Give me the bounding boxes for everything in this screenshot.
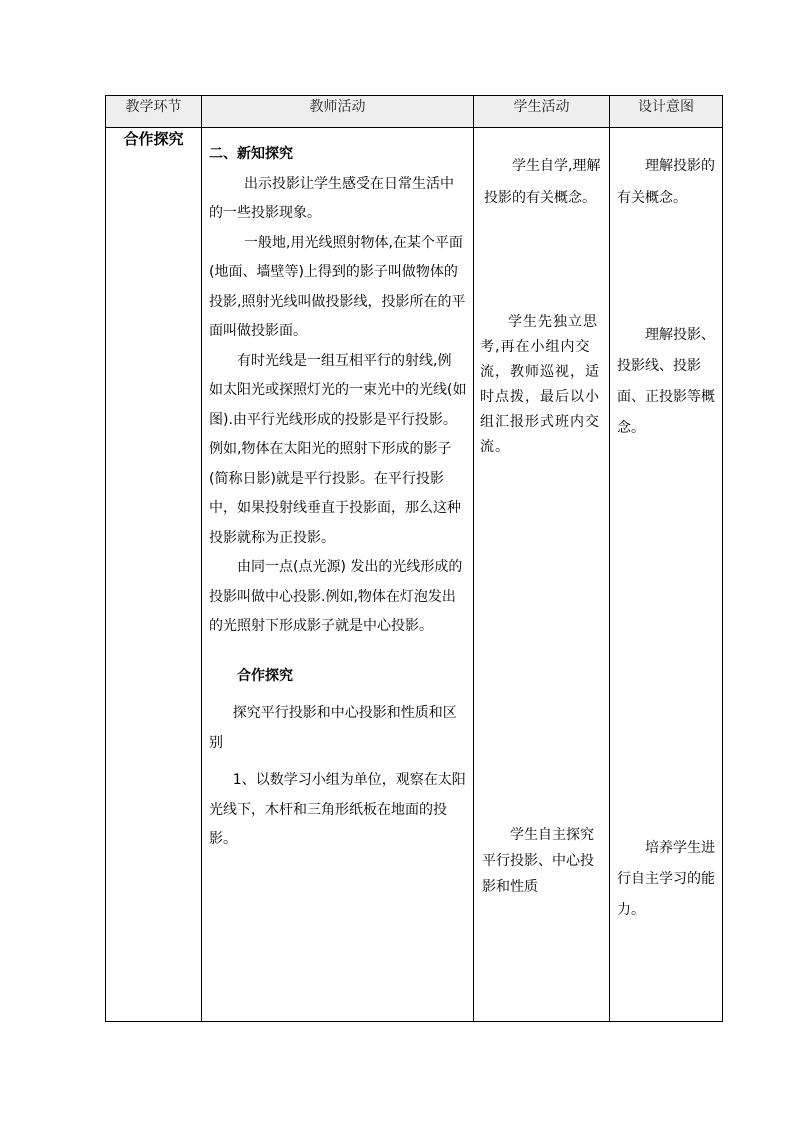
teacher-paragraph-1: 出示投影让学生感受在日常生活中的一些投影现象。: [209, 175, 454, 221]
student-activity-2: 学生先独立思考,再在小组内交流，教师巡视，适时点拨，最后以小组汇报形式班内交流。: [480, 314, 600, 455]
header-design-intent: 设计意图: [610, 96, 723, 128]
lesson-plan-table: [105, 95, 723, 1022]
student-activity-cell: [474, 128, 610, 1022]
design-intent-3: 培养学生进行自主学习的能力。: [617, 840, 715, 918]
teacher-activity-cell: [202, 128, 474, 1022]
header-row: [106, 96, 723, 128]
teacher-task: 探究平行投影和中心投影和性质和区别: [209, 705, 457, 751]
header-student-activity: 学生活动: [474, 96, 610, 128]
header-stage: 教学环节: [106, 96, 202, 128]
design-intent-2: 理解投影、投影线、投影面、正投影等概念。: [617, 327, 715, 436]
header-teacher-activity: 教师活动: [202, 96, 474, 128]
teacher-paragraph-2: 一般地,用光线照射物体,在某个平面(地面、墙壁等)上得到的影子叫做物体的投影,照射光线叫做投影线，投影所在的平面叫做投影面。: [209, 234, 466, 339]
teacher-question-1: 1、以数学习小组为单位，观察在太阳光线下，木杆和三角形纸板在地面的投影。: [209, 772, 466, 847]
student-activity-3: 学生自主探究平行投影、中心投影和性质: [482, 827, 594, 895]
section-title: 二、新知探究: [209, 146, 293, 162]
teacher-paragraph-4: 由同一点(点光源) 发出的光线形成的投影叫做中心投影.例如,物体在灯泡发出的光照射下形成影子就是中心投影。: [209, 559, 463, 634]
subsection-title: 合作探究: [237, 667, 293, 684]
student-activity-1: 学生自学,理解投影的有关概念。: [484, 158, 601, 206]
design-intent-1: 理解投影的有关概念。: [617, 158, 715, 206]
body-row: [106, 128, 723, 1022]
teacher-paragraph-3: 有时光线是一组互相平行的射线,例 如太阳光或探照灯光的一束光中的光线(如图).由平行光线形成的投影是平行投影。例如,物体在太阳光的照射下形成的影子(简称日影)就是平行投影。在平行投影中，如果投射线垂直于投影面，那么这种投影就称为正投影。: [209, 352, 467, 546]
teacher-activity-text: [202, 128, 473, 855]
design-intent-cell: [610, 128, 723, 1022]
stage-cell: 合作探究: [106, 128, 202, 1022]
